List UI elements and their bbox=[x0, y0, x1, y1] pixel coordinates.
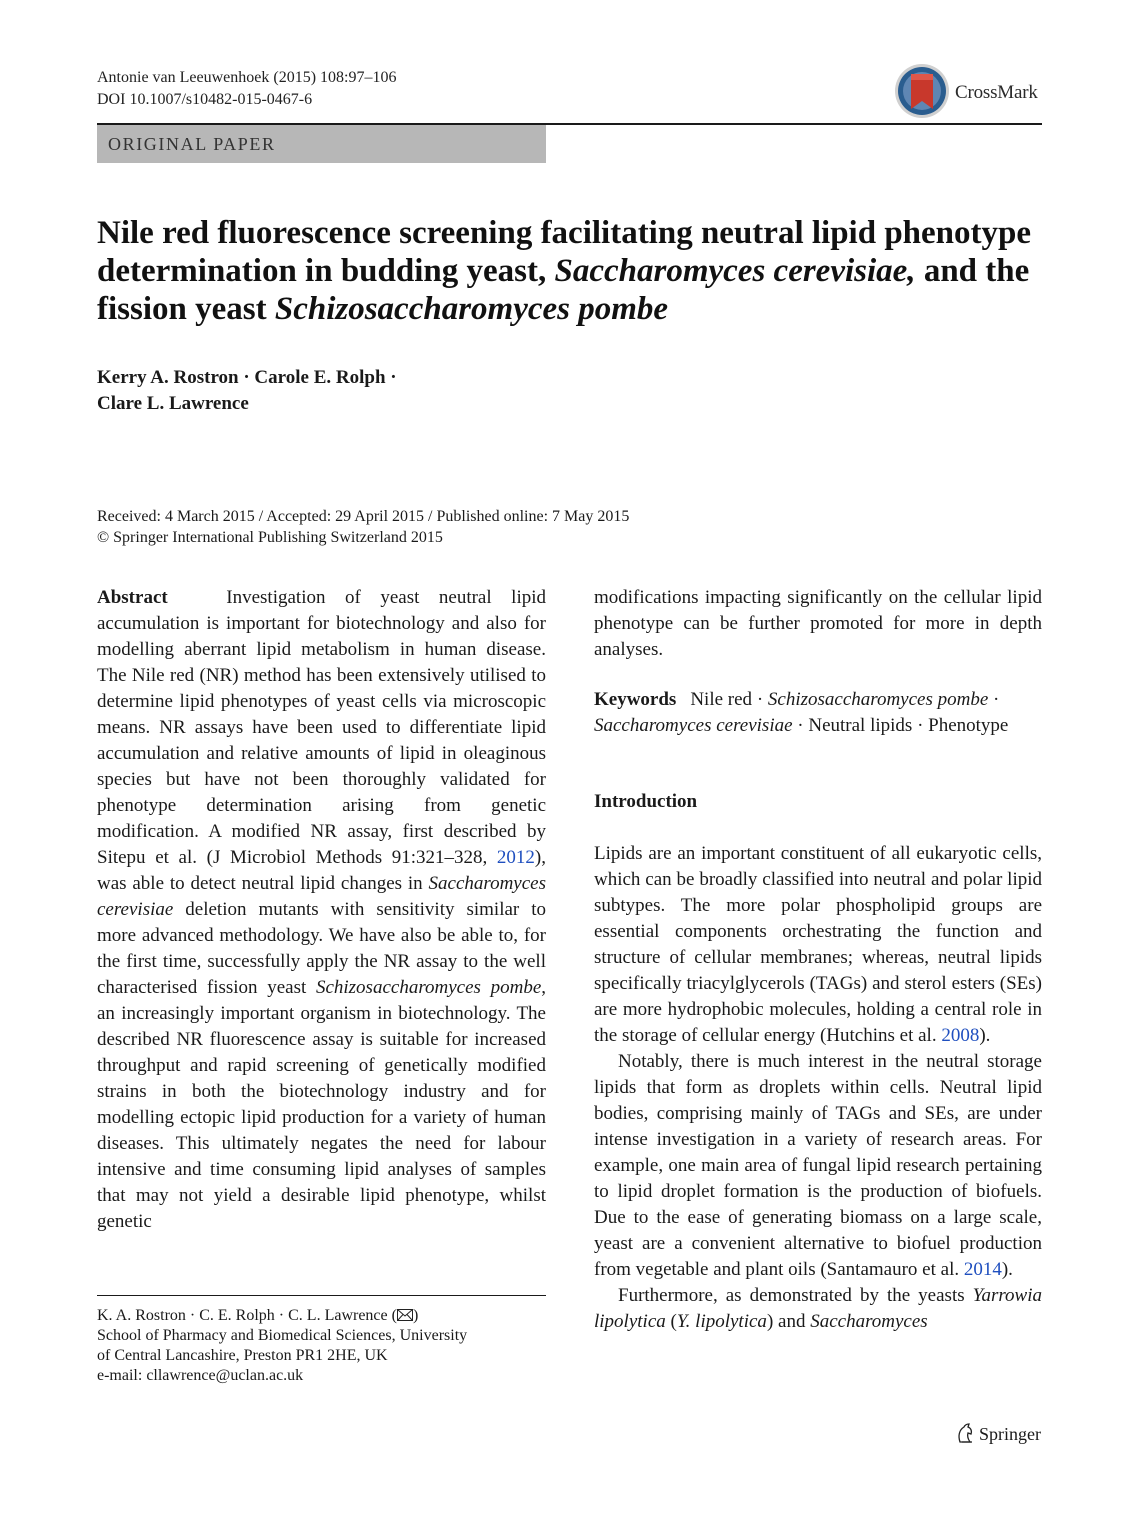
keyword: Neutral lipids bbox=[808, 715, 913, 736]
paragraph-text: ( bbox=[665, 1311, 677, 1332]
citation-link[interactable]: 2014 bbox=[963, 1259, 1002, 1280]
article-type-banner: ORIGINAL PAPER bbox=[97, 125, 546, 163]
keywords bbox=[594, 687, 1042, 739]
title-species: Schizosaccharomyces pombe bbox=[274, 291, 669, 327]
paragraph-text: ). bbox=[979, 1025, 991, 1046]
right-column bbox=[594, 585, 1042, 1335]
citation-link[interactable]: 2012 bbox=[496, 847, 535, 868]
species-name: Saccharomyces cerevisiae bbox=[97, 873, 546, 920]
affiliation-text: ) bbox=[412, 1307, 419, 1324]
keyword: Nile red bbox=[690, 689, 753, 710]
paragraph-text: Notably, there is much interest in the neutral storage lipids that form as droplets within cells. Neutral lipid bodies, comprising mainly of TAGs and SEs, are under intense investigation in a variety of research areas. For example, one main area of fungal lipid research pertaining to lipid droplet formation is the production of biofuels. Due to the ease of generating biomass on a large scale, yeast are a convenient alternative to biofuel production from vegetable and plant oils (Santamauro et al. bbox=[594, 1051, 1042, 1280]
abstract-heading: Abstract bbox=[97, 587, 168, 608]
citation-link[interactable]: 2008 bbox=[941, 1025, 980, 1046]
journal-reference: Antonie van Leeuwenhoek (2015) 108:97–106 bbox=[97, 69, 397, 86]
abstract-text: ), was able to detect neutral lipid changes in bbox=[97, 847, 546, 894]
title-species: Saccharomyces cerevisiae, bbox=[554, 253, 916, 289]
affiliation-authors bbox=[97, 1306, 546, 1326]
species-name: Y. lipolytica bbox=[676, 1311, 767, 1332]
keyword-separator: · bbox=[912, 715, 929, 736]
keyword-separator: · bbox=[792, 715, 809, 736]
paragraph-text: ) and bbox=[766, 1311, 811, 1332]
paragraph-text: ). bbox=[1001, 1259, 1013, 1280]
affiliation-text: K. A. Rostron · C. E. Rolph · C. L. Lawrence ( bbox=[97, 1307, 397, 1324]
keywords-heading: Keywords bbox=[594, 689, 677, 710]
abstract-text: Investigation of yeast neutral lipid accumulation is important for biotechnology and also for modelling aberrant lipid metabolism in human disease. The Nile red (NR) method has been extensively utilised to determine lipid phenotypes of yeast cells via microscopic means. NR assays have been used to differentiate lipid accumulation and relative amounts of lipid in oleaginous species but have not been thoroughly validated for phenotype determination arising from genetic modification. A modified NR assay, first described by Sitepu et al. (J Microbiol Methods 91:321–328, bbox=[97, 587, 547, 868]
title-text: Nile red fluorescence screening facilitating neutral lipid phenotype determination in budding yeast, bbox=[97, 215, 1032, 289]
crossmark-label: CrossMark bbox=[955, 82, 1038, 103]
publisher-logo bbox=[955, 1422, 1041, 1446]
crossmark-badge[interactable] bbox=[893, 62, 1045, 122]
abstract-text: , an increasingly important organism in biotechnology. The described NR fluorescence assay is suitable for increased throughput and rapid screening of genetically modified strains in both the biotechnology industry and for modelling ectopic lipid production for a variety of human diseases. This ultimately negates the need for labour intensive and time consuming lipid analyses of samples that may not yield a desirable lipid phenotype, whilst genetic bbox=[97, 977, 547, 1232]
history-dates: Received: 4 March 2015 / Accepted: 29 April 2015 / Published online: 7 May 2015 bbox=[97, 508, 630, 525]
publisher-name: Springer bbox=[979, 1424, 1041, 1444]
keyword-separator: · bbox=[988, 689, 1000, 710]
author-line: Clare L. Lawrence bbox=[97, 393, 249, 414]
species-name: Saccharomyces bbox=[810, 1311, 928, 1332]
crossmark-icon bbox=[893, 62, 951, 120]
abstract-text: deletion mutants with sensitivity similar to more advanced methodology. We have also be able to, for the first time, successfully apply the NR assay to the well characterised fission yeast bbox=[97, 899, 546, 998]
envelope-icon[interactable] bbox=[397, 1309, 413, 1321]
contact-email[interactable]: e-mail: cllawrence@uclan.ac.uk bbox=[97, 1367, 304, 1384]
affiliation-address: of Central Lancashire, Preston PR1 2HE, UK bbox=[97, 1347, 388, 1364]
species-name: Yarrowia lipolytica bbox=[594, 1285, 1042, 1332]
intro-paragraph-2 bbox=[594, 1049, 1042, 1283]
doi[interactable]: DOI 10.1007/s10482-015-0467-6 bbox=[97, 91, 313, 108]
publication-dates bbox=[97, 506, 629, 548]
keyword: Schizosaccharomyces pombe bbox=[767, 689, 989, 710]
author-list bbox=[97, 365, 397, 417]
paragraph-text: Lipids are an important constituent of all eukaryotic cells, which can be broadly classified into neutral and polar lipid subtypes. The more polar phospholipid groups are essential components orchestrating the function and structure of cellular membranes; whereas, neutral lipids specifically triacylglycerols (TAGs) and sterol esters (SEs) are more hydrophobic molecules, holding a central role in the storage of cellular energy (Hutchins et al. bbox=[594, 843, 1042, 1046]
abstract-section bbox=[97, 585, 546, 1235]
copyright-line: © Springer International Publishing Switzerland 2015 bbox=[97, 529, 443, 546]
keyword: Phenotype bbox=[928, 715, 1009, 736]
paragraph-text: Furthermore, as demonstrated by the yeasts bbox=[618, 1285, 973, 1306]
abstract-continued: modifications impacting significantly on the cellular lipid phenotype can be further promoted for more in depth analyses. bbox=[594, 587, 1042, 660]
springer-horse-icon bbox=[955, 1422, 975, 1444]
title-text: and the fission yeast bbox=[97, 253, 1030, 327]
article-title bbox=[97, 214, 1042, 328]
intro-paragraph-1 bbox=[594, 841, 1042, 1049]
species-name: Schizosaccharomyces pombe bbox=[315, 977, 542, 998]
keyword-separator: · bbox=[752, 689, 768, 710]
footnote-rule bbox=[97, 1295, 546, 1296]
author-line: Kerry A. Rostron · Carole E. Rolph · bbox=[97, 367, 397, 388]
intro-paragraph-3 bbox=[594, 1283, 1042, 1335]
section-heading-introduction: Introduction bbox=[594, 791, 698, 812]
affiliation-institution: School of Pharmacy and Biomedical Sciences, University bbox=[97, 1327, 468, 1344]
keyword: Saccharomyces cerevisiae bbox=[594, 715, 793, 736]
affiliation-footnote bbox=[97, 1306, 546, 1386]
